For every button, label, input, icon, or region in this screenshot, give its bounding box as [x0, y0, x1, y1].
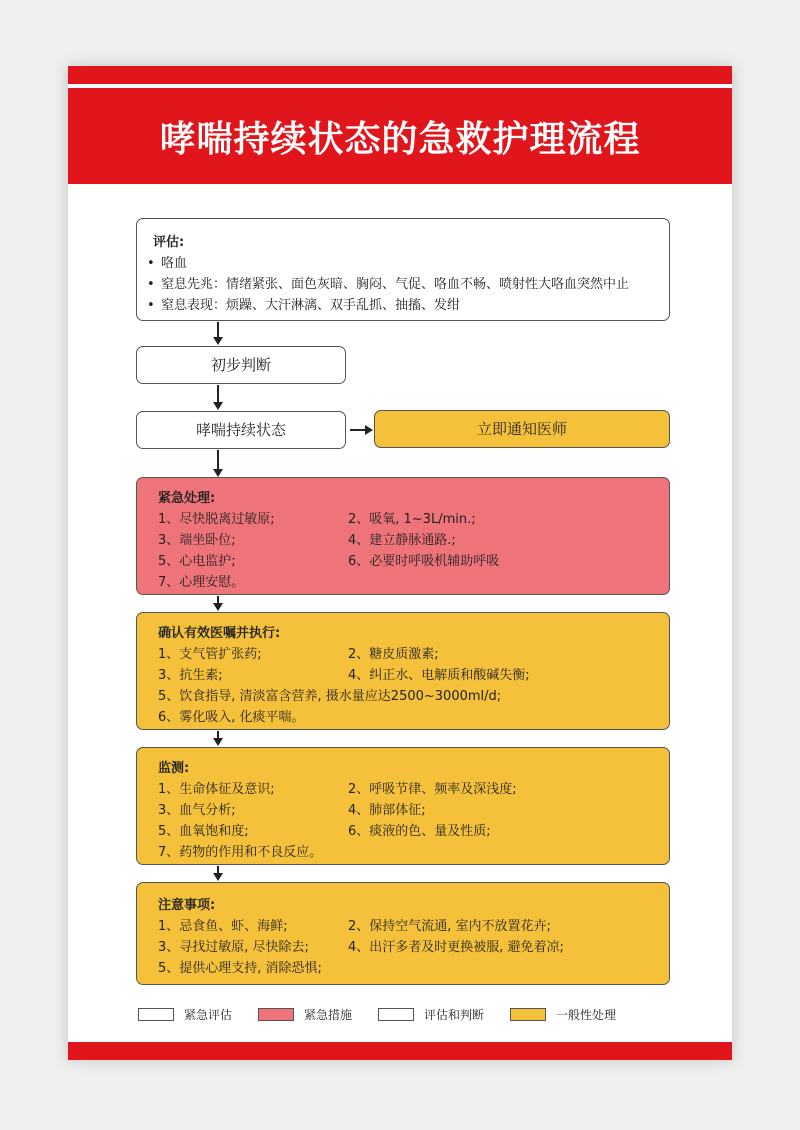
monitoring-row — [158, 779, 669, 800]
orders-box — [136, 612, 670, 730]
legend-swatch — [258, 1008, 294, 1021]
monitoring-item: 6、痰液的色、量及性质; — [348, 824, 491, 839]
orders-row — [158, 665, 669, 686]
orders-item: 2、糖皮质激素; — [348, 647, 439, 662]
notes-item: 1、忌食鱼、虾、海鲜; — [158, 919, 288, 934]
legend-swatch — [510, 1008, 546, 1021]
bottom-red-bar — [68, 1042, 732, 1060]
status-box — [136, 411, 346, 449]
notify-arrow — [350, 429, 366, 431]
legend-label: 紧急措施 — [304, 1008, 353, 1022]
emergency-row — [158, 572, 669, 593]
emergency-item: 4、建立静脉通路.; — [348, 533, 456, 548]
legend-item — [258, 1006, 352, 1023]
notes-box — [136, 882, 670, 985]
monitoring-row — [158, 800, 669, 821]
emergency-box — [136, 477, 670, 595]
notes-item: 4、出汗多者及时更换被服, 避免着凉; — [348, 940, 564, 955]
monitoring-item: 2、呼吸节律、频率及深浅度; — [348, 782, 517, 797]
flow-arrow — [217, 866, 219, 874]
monitoring-box — [136, 747, 670, 865]
emergency-item: 6、必要时呼吸机辅助呼吸 — [348, 554, 500, 569]
poster — [68, 66, 732, 1060]
emergency-item: 7、心理安慰。 — [158, 575, 245, 590]
orders-item: 6、雾化吸入, 化痰平喘。 — [158, 710, 305, 725]
flow-arrow — [217, 385, 219, 403]
monitoring-row — [158, 821, 669, 842]
notes-item: 5、提供心理支持, 消除恐惧; — [158, 961, 322, 976]
monitoring-row — [158, 842, 669, 863]
initial-judgment-label: 初步判断 — [210, 355, 271, 374]
legend-item — [510, 1006, 616, 1023]
page-title: 哮喘持续状态的急救护理流程 — [159, 118, 641, 160]
legend-item — [378, 1006, 484, 1023]
initial-judgment-box — [136, 346, 346, 384]
orders-item: 4、纠正水、电解质和酸碱失衡; — [348, 668, 530, 683]
notes-row — [158, 916, 669, 937]
legend-label: 评估和判断 — [424, 1008, 485, 1022]
monitoring-item: 1、生命体征及意识; — [158, 782, 275, 797]
emergency-item: 2、吸氧, 1~3L/min.; — [348, 512, 476, 527]
notes-row — [158, 937, 669, 958]
notes-item: 2、保持空气流通, 室内不放置花卉; — [348, 919, 551, 934]
assessment-item: • 窒息先兆：情绪紧张、面色灰暗、胸闷、气促、咯血不畅、喷射性大咯血突然中止 — [147, 274, 669, 295]
notes-heading: 注意事项: — [158, 898, 216, 913]
monitoring-heading: 监测: — [158, 761, 190, 776]
top-red-bar — [68, 66, 732, 84]
emergency-item: 1、尽快脱离过敏原; — [158, 512, 275, 527]
flow-arrow — [217, 450, 219, 470]
emergency-row — [158, 551, 669, 572]
flow-arrow — [217, 322, 219, 338]
orders-item: 1、支气管扩张药; — [158, 647, 262, 662]
flow-arrow — [217, 596, 219, 604]
emergency-item: 5、心电监护; — [158, 554, 236, 569]
orders-row — [158, 644, 669, 665]
monitoring-item: 5、血氧饱和度; — [158, 824, 249, 839]
monitoring-item: 3、血气分析; — [158, 803, 236, 818]
assessment-item: • 窒息表现：烦躁、大汗淋漓、双手乱抓、抽搐、发绀 — [147, 295, 669, 316]
emergency-row — [158, 509, 669, 530]
title-banner — [68, 88, 732, 184]
legend-label: 一般性处理 — [556, 1008, 617, 1022]
notify-doctor-label: 立即通知医师 — [476, 419, 567, 438]
assessment-heading: 评估: — [153, 235, 185, 250]
legend-swatch — [138, 1008, 174, 1021]
legend-swatch — [378, 1008, 414, 1021]
orders-item: 5、饮食指导, 清淡富含营养, 摄水量应达2500~3000ml/d; — [158, 689, 502, 704]
emergency-row — [158, 530, 669, 551]
orders-heading: 确认有效医嘱并执行: — [158, 626, 281, 641]
assessment-item: • 咯血 — [147, 253, 669, 274]
notes-row — [158, 958, 669, 979]
legend-item — [138, 1006, 232, 1023]
monitoring-item: 7、药物的作用和不良反应。 — [158, 845, 323, 860]
legend — [138, 1006, 642, 1023]
notes-item: 3、寻找过敏原, 尽快除去; — [158, 940, 309, 955]
emergency-heading: 紧急处理: — [158, 491, 216, 506]
assessment-box — [136, 218, 670, 321]
legend-label: 紧急评估 — [184, 1008, 233, 1022]
status-label: 哮喘持续状态 — [195, 420, 286, 439]
orders-item: 3、抗生素; — [158, 668, 223, 683]
flow-arrow — [217, 731, 219, 739]
assessment-list — [147, 253, 669, 316]
notify-doctor-box — [374, 410, 670, 448]
monitoring-item: 4、肺部体征; — [348, 803, 426, 818]
emergency-item: 3、端坐卧位; — [158, 533, 236, 548]
